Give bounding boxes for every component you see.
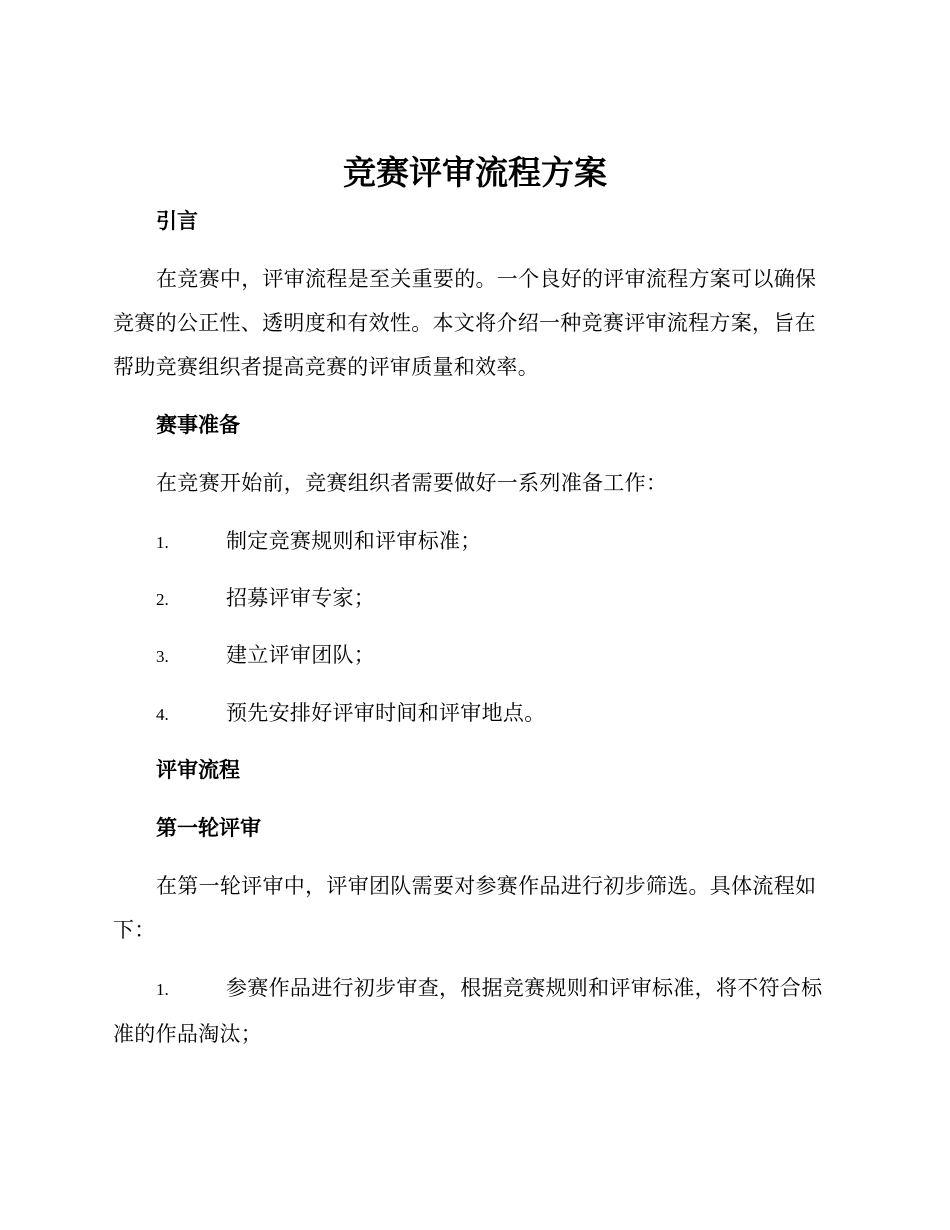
heading-preparation: 赛事准备 xyxy=(156,413,240,437)
list-item xyxy=(113,519,835,565)
heading-intro: 引言 xyxy=(156,209,198,233)
list-item-text: 招募评审专家； xyxy=(226,586,376,610)
list-item-text: 建立评审团队； xyxy=(226,643,376,667)
list-item-number: 4. xyxy=(156,705,169,724)
list-item xyxy=(113,966,835,1056)
list-item-number: 3. xyxy=(156,647,169,666)
paragraph-first-round: 在第一轮评审中，评审团队需要对参赛作品进行初步筛选。具体流程如下： xyxy=(113,874,817,942)
paragraph-intro: 在竞赛中，评审流程是至关重要的。一个良好的评审流程方案可以确保竞赛的公正性、透明度和有效性。本文将介绍一种竞赛评审流程方案，旨在帮助竞赛组织者提高竞赛的评审质量和效率。 xyxy=(113,267,817,379)
list-item-text: 预先安排好评审时间和评审地点。 xyxy=(226,701,546,725)
heading-review-process: 评审流程 xyxy=(156,758,240,782)
list-item-number: 2. xyxy=(156,590,169,609)
paragraph-preparation: 在竞赛开始前，竞赛组织者需要做好一系列准备工作： xyxy=(156,471,668,495)
list-item xyxy=(113,576,835,622)
document-title: 竞赛评审流程方案 xyxy=(343,153,607,192)
list-item-number: 1. xyxy=(156,533,169,552)
list-item xyxy=(113,691,835,737)
list-item-text: 参赛作品进行初步审查，根据竞赛规则和评审标准，将不符合标准的作品淘汰； xyxy=(113,976,823,1046)
list-item-number: 1. xyxy=(156,980,169,999)
list-item-text: 制定竞赛规则和评审标准； xyxy=(226,529,482,553)
list-item xyxy=(113,633,835,679)
heading-first-round: 第一轮评审 xyxy=(156,816,261,840)
